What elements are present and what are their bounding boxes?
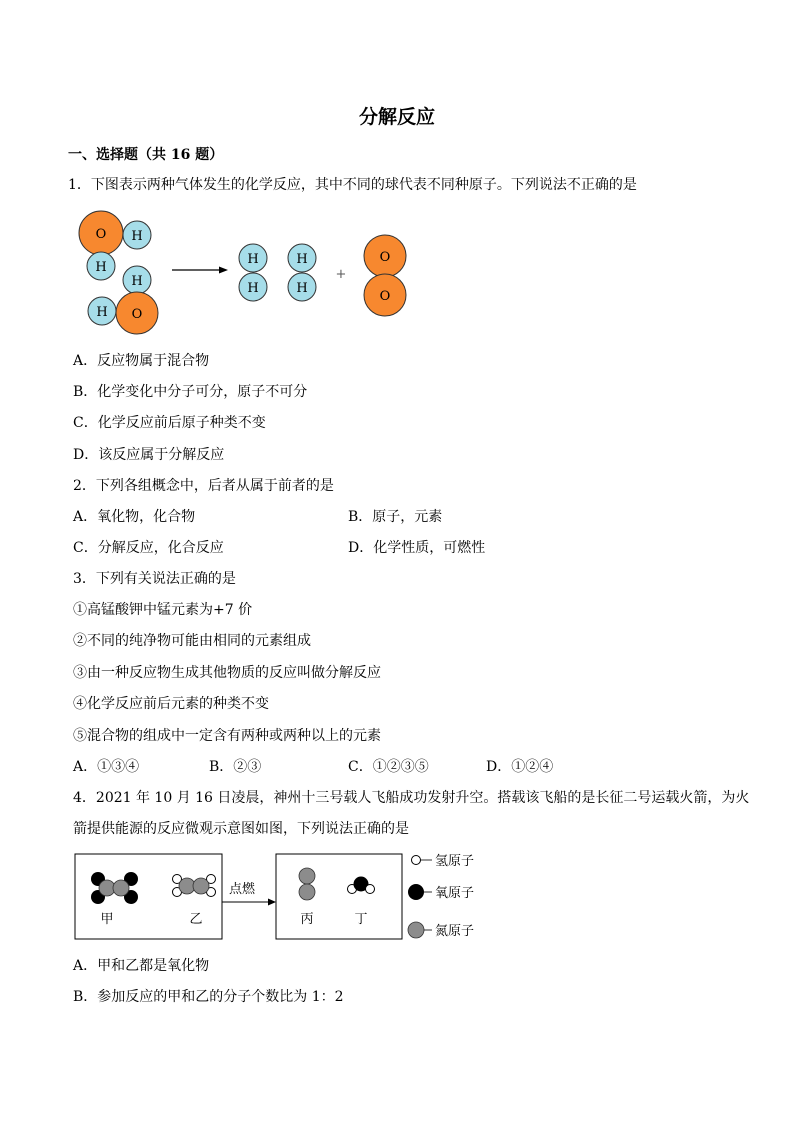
page-title: 分解反应 [358,106,435,128]
label-bing: 丙 [300,912,314,927]
legend-oxygen: 氧原子 [435,886,475,901]
svg-text:H: H [131,274,143,289]
q2-stem: 2．下列各组概念中，后者从属于前者的是 [73,478,334,494]
svg-text:H: H [296,281,308,296]
section-heading: 一、选择题（共 16 题） [68,147,224,163]
condition-label: 点燃 [228,882,256,897]
q1-option-d: D．该反应属于分解反应 [73,447,225,463]
svg-text:H: H [247,281,259,296]
q4-option-b: B．参加反应的甲和乙的分子个数比为 1：2 [73,989,344,1005]
q4-stem-line1: 4．2021 年 10 月 16 日凌晨，神州十三号载人飞船成功发射升空。搭载该飞船的是长征二号运载火箭，为火 [73,790,750,806]
svg-text:O: O [95,227,107,242]
q3-item-5: ⑤混合物的组成中一定含有两种或两种以上的元素 [73,728,381,744]
q4-option-a: A．甲和乙都是氧化物 [73,958,210,974]
q1-product-o2-molecule [364,235,406,316]
q1-option-c: C．化学反应前后原子种类不变 [73,415,266,431]
q3-item-2: ②不同的纯净物可能由相同的元素组成 [73,633,311,649]
q1-option-a: A．反应物属于混合物 [73,353,210,369]
q1-reaction-figure [78,208,418,336]
label-ding: 丁 [354,912,368,927]
q3-option-c: C．①②③⑤ [348,759,429,775]
q2-option-c: C．分解反应，化合反应 [73,540,224,556]
q1-product-h2-molecules [239,244,316,301]
svg-text:O: O [379,289,391,304]
q3-stem: 3．下列有关说法正确的是 [73,571,236,587]
q1-stem: 1．下图表示两种气体发生的化学反应，其中不同的球代表不同种原子。下列说法不正确的是 [68,177,637,193]
product-box [276,854,402,939]
svg-text:O: O [379,250,391,265]
q3-option-b: B．②③ [209,759,262,775]
legend-nitrogen: 氮原子 [435,924,475,939]
q3-option-a: A．①③④ [73,759,140,775]
q2-option-d: D．化学性质，可燃性 [348,540,486,556]
legend-hydrogen: 氢原子 [435,854,475,869]
label-yi: 乙 [189,912,203,927]
reaction-arrow [172,267,228,274]
legend [408,854,474,939]
q1-option-b: B．化学变化中分子可分，原子不可分 [73,384,308,400]
q4-reaction-figure [74,847,494,943]
q3-item-4: ④化学反应前后元素的种类不变 [73,696,269,712]
q2-option-a: A．氧化物，化合物 [73,509,196,525]
q4-stem-line2: 箭提供能源的反应微观示意图如图，下列说法正确的是 [73,821,409,837]
svg-text:H: H [96,305,108,320]
svg-text:H: H [95,260,107,275]
svg-text:O: O [131,307,143,322]
label-jia: 甲 [100,912,114,927]
q3-item-1: ①高锰酸钾中锰元素为+7 价 [73,602,253,618]
q3-item-3: ③由一种反应物生成其他物质的反应叫做分解反应 [73,665,381,681]
q1-reactant-molecules [79,211,158,334]
svg-text:H: H [247,252,259,267]
svg-text:H: H [296,252,308,267]
svg-text:H: H [131,229,143,244]
plus-sign: + [335,267,347,282]
q2-option-b: B．原子，元素 [348,509,443,525]
q3-option-d: D．①②④ [486,759,554,775]
